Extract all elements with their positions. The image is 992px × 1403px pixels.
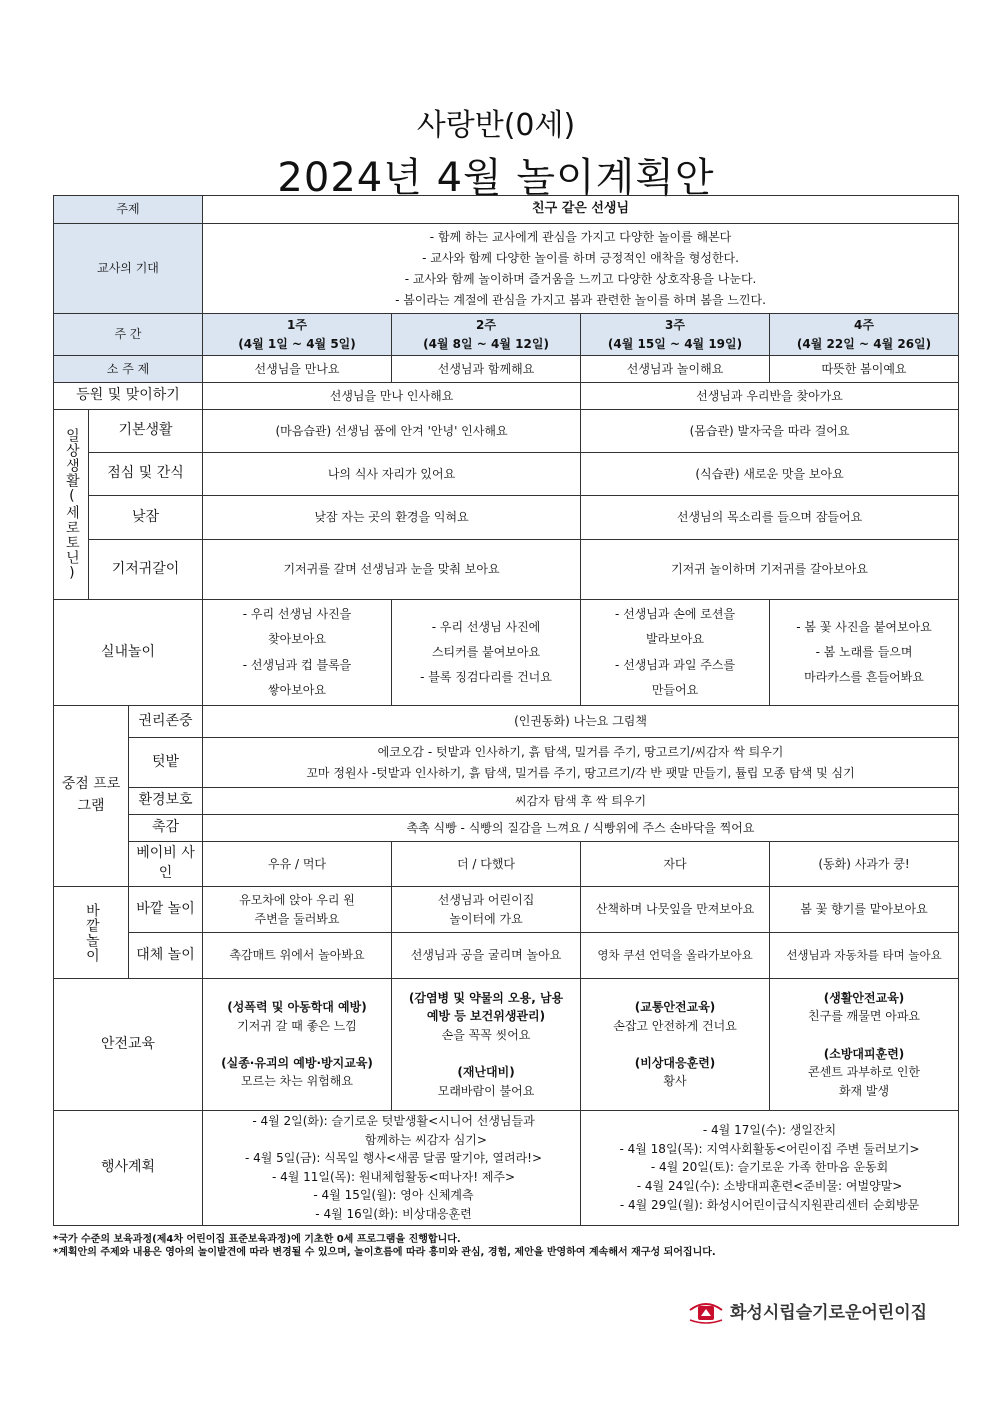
safety-week-2 bbox=[392, 979, 581, 1111]
footnote: *국가 수준의 보육과정(제4차 어린이집 표준보육과정)에 기초한 0세 프로그램을 진행합니다. bbox=[53, 1234, 461, 1245]
page-title: 2024년 4월 놀이계획안 bbox=[277, 155, 715, 201]
safety-line bbox=[583, 1035, 767, 1054]
footnote: *계획안의 주제와 내용은 영아의 놀이발견에 따라 변경될 수 있으며, 놀이흐름에 따라 흥미와 관심, 경험, 제안을 반영하여 계속해서 재구성 되어집니다. bbox=[53, 1246, 716, 1258]
outdoor-outside-label: 바깥 놀이 bbox=[129, 887, 203, 933]
focus-rights-value: (인권동화) 나는요 그림책 bbox=[203, 706, 959, 738]
safety-week-3 bbox=[581, 979, 770, 1111]
theme-label: 주제 bbox=[54, 196, 203, 224]
routine-diaper-first: 기저귀를 갈며 선생님과 눈을 맞춰 보아요 bbox=[203, 540, 581, 600]
routine-nap-label: 낮잠 bbox=[89, 496, 203, 540]
routine-label: 일상생활(세로토닌) bbox=[54, 410, 89, 600]
footnotes bbox=[53, 1234, 716, 1259]
events-left: - 4월 2일(화): 슬기로운 텃밭생활<시니어 선생님들과 함께하는 씨감자 심기> - 4월 5일(금): 식목일 행사<새콤 달콤 딸기야, 열려라!> - 4월 11일(목): 원내체험활동<떠나자! 제주> - 4월 15일(월): 영아 신체계측 - 4월 16일(화): 비상대응훈련 bbox=[203, 1111, 581, 1226]
safety-line bbox=[205, 1035, 389, 1054]
focus-baby-label: 베이비 사인 bbox=[129, 842, 203, 887]
baby-sign-1: 우유 / 먹다 bbox=[203, 842, 392, 887]
safety-line: 콘센트 과부하로 인한 bbox=[808, 1065, 921, 1080]
indoor-week-4: - 봄 꽃 사진을 붙여보아요 - 봄 노래를 들으며 마라카스를 흔들어봐요 bbox=[770, 600, 959, 706]
routine-basic-label: 기본생활 bbox=[89, 410, 203, 453]
week-header-3: 3주 (4월 15일 ~ 4월 19일) bbox=[581, 314, 770, 356]
subtheme-1: 선생님을 만나요 bbox=[203, 356, 392, 383]
subtheme-2: 선생님과 함께해요 bbox=[392, 356, 581, 383]
subtheme-label: 소 주 제 bbox=[54, 356, 203, 383]
focus-env-value: 씨감자 탐색 후 싹 틔우기 bbox=[203, 788, 959, 815]
routine-nap-first: 낮잠 자는 곳의 환경을 익혀요 bbox=[203, 496, 581, 540]
arrival-first: 선생님을 만나 인사해요 bbox=[203, 383, 581, 410]
alt-week-1: 촉감매트 위에서 놀아봐요 bbox=[203, 933, 392, 979]
outdoor-alt-label: 대체 놀이 bbox=[129, 933, 203, 979]
school-emblem-icon bbox=[688, 1296, 724, 1324]
indoor-week-3: - 선생님과 손에 로션을 발라보아요 - 선생님과 과일 주스를 만들어요 bbox=[581, 600, 770, 706]
safety-heading: (교통안전교육) bbox=[634, 1000, 716, 1015]
arrival-second: 선생님과 우리반을 찾아가요 bbox=[581, 383, 959, 410]
safety-heading: (생활안전교육) bbox=[823, 990, 905, 1005]
alt-week-3: 영차 쿠션 언덕을 올라가보아요 bbox=[581, 933, 770, 979]
baby-sign-2: 더 / 다했다 bbox=[392, 842, 581, 887]
focus-touch-label: 촉감 bbox=[129, 815, 203, 842]
routine-nap-second: 선생님의 목소리를 들으며 잠들어요 bbox=[581, 496, 959, 540]
focus-rights-label: 권리존중 bbox=[129, 706, 203, 738]
week-header-2: 2주 (4월 8일 ~ 4월 12일) bbox=[392, 314, 581, 356]
expectation-line: - 봄이라는 계절에 관심을 가지고 봄과 관련한 놀이를 하며 봄을 느낀다. bbox=[395, 292, 766, 307]
alt-week-2: 선생님과 공을 굴리며 놀아요 bbox=[392, 933, 581, 979]
routine-meal-label: 점심 및 간식 bbox=[89, 453, 203, 496]
safety-heading: (실종·유괴의 예방·방지교육) bbox=[221, 1055, 373, 1070]
routine-basic-first: (마음습관) 선생님 품에 안겨 '안녕' 인사해요 bbox=[203, 410, 581, 453]
outdoor-week-2: 선생님과 어린이집 놀이터에 가요 bbox=[392, 887, 581, 933]
safety-week-1 bbox=[203, 979, 392, 1111]
safety-heading: (성폭력 및 아동학대 예방) bbox=[227, 1000, 367, 1015]
expectation-line: - 교사와 함께 놀이하며 즐거움을 느끼고 다양한 상호작용을 나눈다. bbox=[404, 271, 757, 286]
focus-garden-value: 에코오감 - 텃밭과 인사하기, 흙 탐색, 밀거름 주기, 땅고르기/씨감자 싹 틔우기 꼬마 정원사 -텃밭과 인사하기, 흙 탐색, 밀거름 주기, 땅고르기/각 반 팻말 만들기, 튤립 모종 탐색 및 심기 bbox=[203, 738, 959, 788]
outdoor-week-4: 봄 꽃 향기를 맡아보아요 bbox=[770, 887, 959, 933]
baby-sign-3: 자다 bbox=[581, 842, 770, 887]
expectation-line: - 교사와 함께 다양한 놀이를 하며 긍정적인 애착을 형성한다. bbox=[422, 250, 739, 265]
safety-line bbox=[394, 1045, 578, 1064]
routine-diaper-second: 기저귀 놀이하며 기저귀를 갈아보아요 bbox=[581, 540, 959, 600]
week-header-1: 1주 (4월 1일 ~ 4월 5일) bbox=[203, 314, 392, 356]
events-right: - 4월 17일(수): 생일잔치 - 4월 18일(목): 지역사회활동<어린이집 주변 둘러보기> - 4월 20일(토): 슬기로운 가족 한마음 운동회 - 4월 24일(수): 소방대피훈련<준비물: 여벌양말> - 4월 29일(월): 화성시어린이급식지원관리센터 순회방문 bbox=[581, 1111, 959, 1226]
safety-label: 안전교육 bbox=[54, 979, 203, 1111]
safety-heading: (비상대응훈련) bbox=[634, 1055, 716, 1070]
indoor-week-2: - 우리 선생님 사진에 스티커를 붙여보아요 - 블록 징검다리를 건너요 bbox=[392, 600, 581, 706]
safety-line: 화재 발생 bbox=[838, 1083, 890, 1098]
outdoor-label: 바깥놀이 bbox=[54, 887, 129, 979]
expectation-line: - 함께 하는 교사에게 관심을 가지고 다양한 놀이를 해본다 bbox=[429, 229, 732, 244]
events-label: 행사계획 bbox=[54, 1111, 203, 1226]
expectation-label: 교사의 기대 bbox=[54, 224, 203, 314]
safety-line bbox=[772, 1026, 956, 1045]
school-name: 화성시립슬기로운어린이집 bbox=[730, 1302, 928, 1323]
focus-garden-label: 텃밭 bbox=[129, 738, 203, 788]
safety-line: 손을 꼭꼭 씻어요 bbox=[441, 1027, 531, 1042]
safety-heading: 예방 등 보건위생관리) bbox=[426, 1009, 546, 1024]
focus-touch-value: 촉촉 식빵 - 식빵의 질감을 느껴요 / 식빵위에 주스 손바닥을 찍어요 bbox=[203, 815, 959, 842]
focus-env-label: 환경보호 bbox=[129, 788, 203, 815]
subtheme-4: 따뜻한 봄이예요 bbox=[770, 356, 959, 383]
subtheme-3: 선생님과 놀이해요 bbox=[581, 356, 770, 383]
routine-meal-first: 나의 식사 자리가 있어요 bbox=[203, 453, 581, 496]
safety-line: 손잡고 안전하게 건너요 bbox=[613, 1018, 737, 1033]
arrival-label: 등원 및 맞이하기 bbox=[54, 383, 203, 410]
plan-table bbox=[53, 195, 959, 1226]
safety-heading: (감염병 및 약물의 오용, 남용 bbox=[408, 990, 564, 1005]
safety-line: 기저귀 갈 때 좋은 느낌 bbox=[237, 1018, 357, 1033]
safety-heading: (재난대비) bbox=[457, 1065, 515, 1080]
routine-meal-second: (식습관) 새로운 맛을 보아요 bbox=[581, 453, 959, 496]
week-header-4: 4주 (4월 22일 ~ 4월 26일) bbox=[770, 314, 959, 356]
page-subtitle: 사랑반(0세) bbox=[416, 108, 576, 143]
school-logo bbox=[688, 1296, 927, 1324]
safety-line: 모래바람이 불어요 bbox=[437, 1083, 535, 1098]
safety-heading: (소방대피훈련) bbox=[823, 1046, 905, 1061]
theme-value: 친구 같은 선생님 bbox=[203, 196, 959, 224]
baby-sign-4: (동화) 사과가 쿵! bbox=[770, 842, 959, 887]
routine-diaper-label: 기저귀갈이 bbox=[89, 540, 203, 600]
safety-week-4 bbox=[770, 979, 959, 1111]
outdoor-week-3: 산책하며 나뭇잎을 만져보아요 bbox=[581, 887, 770, 933]
alt-week-4: 선생님과 자동차를 타며 놀아요 bbox=[770, 933, 959, 979]
indoor-label: 실내놀이 bbox=[54, 600, 203, 706]
weeks-label: 주 간 bbox=[54, 314, 203, 356]
indoor-week-1: - 우리 선생님 사진을 찾아보아요 - 선생님과 컵 블록을 쌓아보아요 bbox=[203, 600, 392, 706]
routine-basic-second: (몸습관) 발자국을 따라 걸어요 bbox=[581, 410, 959, 453]
safety-line: 황사 bbox=[663, 1074, 687, 1089]
focus-label: 중점 프로그램 bbox=[54, 706, 129, 887]
safety-line: 모르는 차는 위험해요 bbox=[241, 1074, 353, 1089]
safety-line: 친구를 깨물면 아파요 bbox=[808, 1009, 921, 1024]
outdoor-week-1: 유모차에 앉아 우리 원 주변을 둘러봐요 bbox=[203, 887, 392, 933]
